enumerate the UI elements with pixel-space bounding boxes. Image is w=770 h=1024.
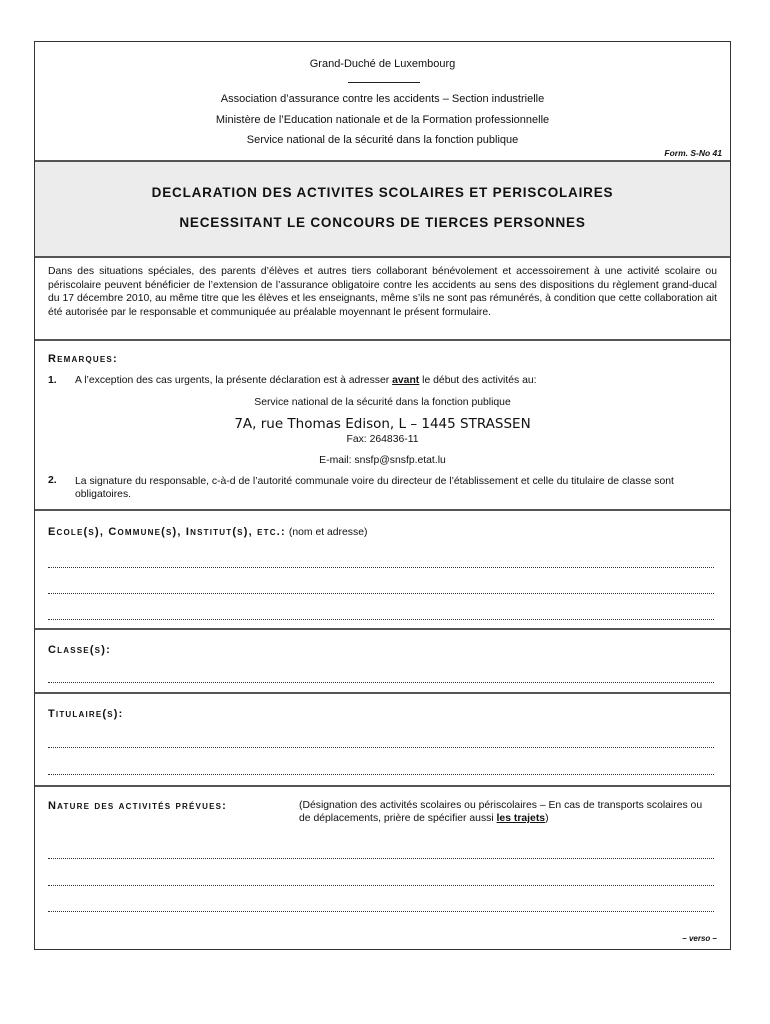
form-header bbox=[35, 42, 730, 160]
address-fax: Fax: 264836-11 bbox=[346, 434, 419, 445]
school-section bbox=[35, 509, 730, 628]
association-name: Association d’assurance contre les accidents – Section industrielle bbox=[220, 93, 545, 105]
teacher-line-1[interactable] bbox=[48, 747, 714, 748]
activities-desc-emphasis: les trajets bbox=[496, 813, 546, 824]
form-title bbox=[35, 160, 730, 256]
address-email: E-mail: snsfp@snsfp.etat.lu bbox=[319, 455, 446, 466]
header-divider bbox=[348, 82, 420, 83]
remark-2-number: 2. bbox=[48, 475, 57, 486]
teacher-section bbox=[35, 692, 730, 785]
activities-label: Nature des activités prévues: bbox=[48, 800, 228, 812]
remark-1-text-before: A l’exception des cas urgents, la présente déclaration est à adresser bbox=[75, 375, 390, 386]
school-line-1[interactable] bbox=[48, 567, 714, 568]
class-line-1[interactable] bbox=[48, 682, 714, 683]
form-number: Form. S-No 41 bbox=[664, 148, 722, 158]
school-label: Ecole(s), Commune(s), Institut(s), etc.: bbox=[48, 526, 286, 538]
activities-line-1[interactable] bbox=[48, 858, 714, 859]
ministry-name: Ministère de l’Education nationale et de la Formation professionnelle bbox=[215, 114, 550, 126]
remarks-heading: Remarques: bbox=[48, 353, 118, 365]
remark-2-text: La signature du responsable, c-à-d de l’autorité communale voire du directeur de l’établissement et celle du titulaire de classe sont obligatoires. bbox=[75, 476, 674, 500]
intro-text: Dans des situations spéciales, des parents d’élèves et autres tiers collaborant bénévolement et accessoirement à une activité scolaire ou périscolaire peuvent bénéficier de l’extension de l’assurance obligatoire contre les accidents au sens des dispositions du règlement grand-ducal du 17 décembre 2010, au même titre que les élèves et les enseignants, même s’ils ne sont pas rémunérés, à condition que cette collaboration ait été autorisée par le responsable et communiquée au préalable moyennant le présent formulaire. bbox=[48, 266, 717, 318]
activities-desc-before: (Désignation des activités scolaires ou périscolaires – En cas de transports scolaires ou de déplacements, prière de spécifier aussi bbox=[299, 800, 703, 824]
class-label: Classe(s): bbox=[48, 644, 111, 656]
activities-line-3[interactable] bbox=[48, 911, 714, 912]
activities-section bbox=[35, 785, 730, 949]
intro-section bbox=[35, 256, 730, 339]
title-line-1: DECLARATION DES ACTIVITES SCOLAIRES ET PERISCOLAIRES bbox=[151, 185, 614, 200]
country-name: Grand-Duché de Luxembourg bbox=[309, 58, 456, 70]
service-name: Service national de la sécurité dans la fonction publique bbox=[246, 134, 519, 146]
remark-1-text-after: le début des activités au: bbox=[422, 375, 537, 386]
school-line-2[interactable] bbox=[48, 593, 714, 594]
class-section bbox=[35, 628, 730, 692]
school-line-3[interactable] bbox=[48, 619, 714, 620]
school-label-row bbox=[48, 526, 367, 538]
remark-1-emphasis: avant bbox=[392, 375, 420, 386]
address-service: Service national de la sécurité dans la fonction publique bbox=[254, 397, 511, 408]
verso-note: – verso – bbox=[682, 934, 717, 943]
school-hint: (nom et adresse) bbox=[288, 527, 368, 538]
remark-1-number: 1. bbox=[48, 375, 57, 386]
declaration-form bbox=[34, 41, 731, 950]
activities-line-2[interactable] bbox=[48, 885, 714, 886]
activities-desc-after: ) bbox=[545, 813, 549, 824]
teacher-label: Titulaire(s): bbox=[48, 708, 124, 720]
activities-description bbox=[299, 799, 710, 825]
remark-1-text bbox=[75, 375, 537, 386]
address-street: 7A, rue Thomas Edison, L – 1445 STRASSEN bbox=[234, 416, 531, 432]
remarks-section bbox=[35, 339, 730, 509]
title-line-2: NECESSITANT LE CONCOURS DE TIERCES PERSONNES bbox=[179, 215, 586, 230]
teacher-line-2[interactable] bbox=[48, 774, 714, 775]
